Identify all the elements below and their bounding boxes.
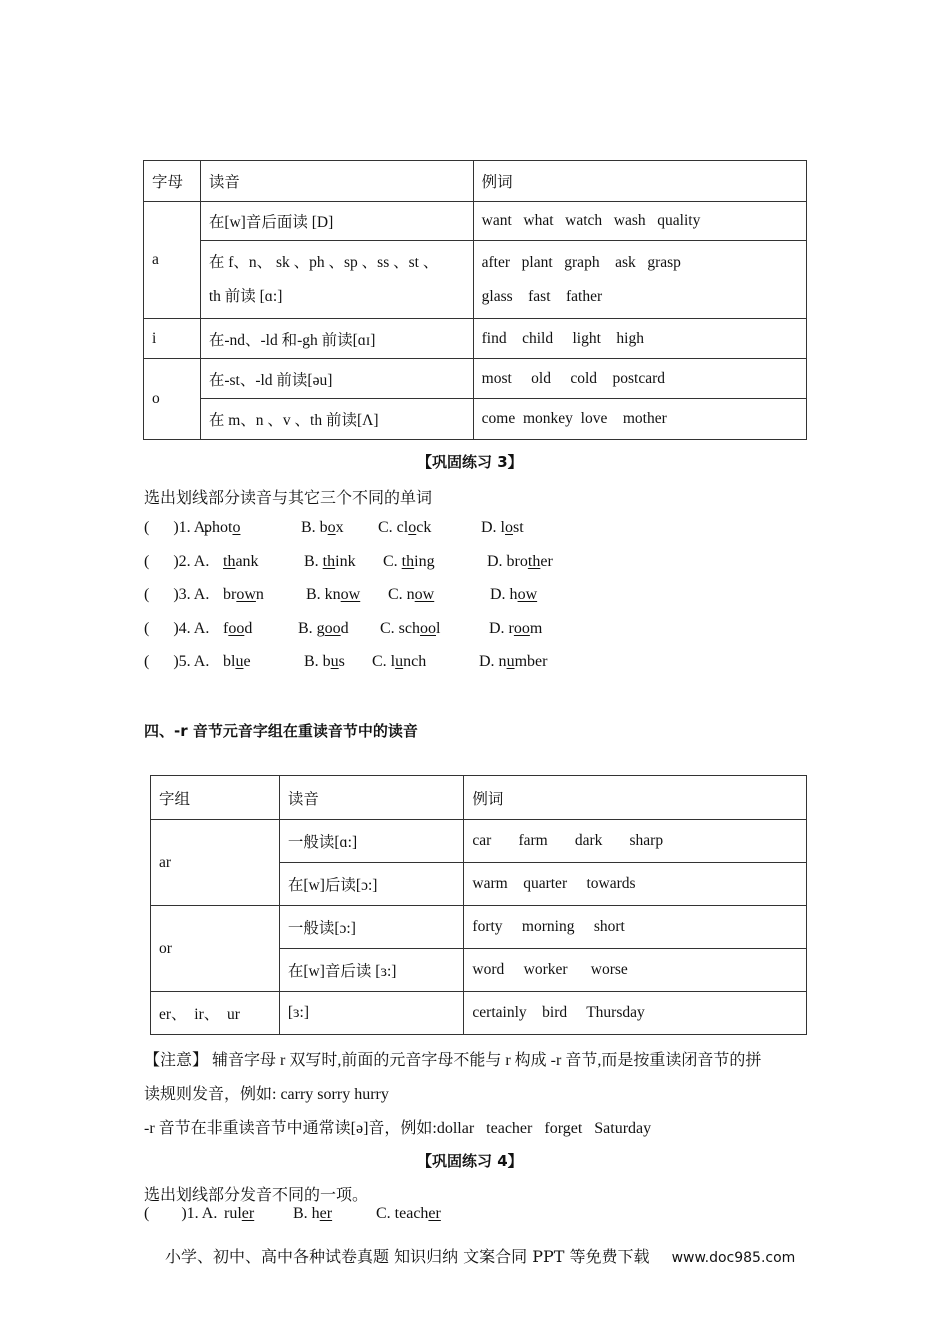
option-d (479, 653, 547, 671)
option-prefix: phot (204, 519, 233, 536)
examples-cell: warm quarter towards (464, 863, 807, 906)
underlined-part: u (330, 653, 339, 670)
underlined-part: er (241, 1205, 255, 1222)
option-d (490, 586, 537, 604)
sound-cell (200, 241, 473, 319)
examples-line: after plant graph ask grasp (481, 253, 681, 271)
sound-line: th 前读 [ɑ:] (208, 287, 283, 305)
underlined-part: o (232, 519, 241, 536)
underlined-part: o (408, 519, 417, 536)
underlined-part: u (235, 653, 244, 670)
option-prefix: f (223, 620, 229, 637)
examples-cell: most old cold postcard (473, 359, 806, 399)
table-header-row (151, 776, 807, 820)
table-row (144, 202, 807, 241)
sound-cell: [ɜ:] (279, 992, 464, 1035)
examples-cell (473, 241, 806, 319)
examples-cell: come monkey love mother (473, 399, 806, 440)
practice4-instruction: 选出划线部分发音不同的一项。 (144, 1187, 369, 1204)
option-suffix: nch (403, 653, 427, 670)
underlined-part: ow (236, 586, 256, 603)
practice3-instruction: 选出划线部分读音与其它三个不同的单词 (144, 490, 433, 507)
note-line3: -r 音节在非重读音节中通常读[ə]音，例如:dollar teacher forget Saturday (144, 1120, 652, 1137)
question-number[interactable]: ( )1. A. (144, 519, 210, 536)
option-suffix: ck (416, 519, 432, 536)
note-line2: 读规则发音，例如: carry sorry hurry (144, 1086, 389, 1103)
option-suffix: e (243, 653, 251, 670)
option-d (481, 519, 524, 537)
option-prefix: B. g (298, 620, 325, 637)
option-b (293, 1205, 332, 1223)
examples-cell: find child light high (473, 319, 806, 359)
option-prefix: rul (224, 1205, 242, 1222)
underlined-part: th (223, 553, 236, 570)
option-b (304, 653, 345, 671)
option-suffix: m (529, 620, 543, 637)
r-syllable-table (150, 775, 807, 1035)
header-cell: 读音 (200, 161, 473, 202)
option-d (489, 620, 542, 638)
underlined-part: oo (513, 620, 530, 637)
table-row (144, 319, 807, 359)
footer (165, 1244, 795, 1267)
examples-line: glass fast father (481, 287, 603, 305)
underlined-part: oo (420, 620, 436, 637)
underlined-part: o (327, 519, 336, 536)
option-a (204, 519, 240, 537)
option-prefix: C. teach (376, 1205, 429, 1222)
option-a (223, 620, 252, 638)
sound-cell: 在-nd、-ld 和-gh 前读[ɑɪ] (200, 319, 473, 359)
option-b (304, 553, 356, 571)
option-prefix: C. l (372, 653, 396, 670)
underlined-part: th (527, 553, 541, 570)
question-number[interactable]: ( )1. A. (144, 1205, 222, 1222)
option-suffix: d (244, 620, 253, 637)
sound-cell: 在[w]音后面读 [D] (200, 202, 473, 241)
letter-sound-table (143, 160, 807, 440)
sound-cell: 在[w]音后读 [ɜ:] (279, 949, 464, 992)
option-c (380, 620, 440, 638)
option-a (223, 586, 264, 604)
letter-cell: i (144, 319, 201, 359)
option-prefix: B. (304, 553, 323, 570)
table-row (151, 820, 807, 863)
table-header-row (144, 161, 807, 202)
section4-title: 四、-r 音节元音字组在重读音节中的读音 (144, 722, 418, 740)
option-prefix: B. h (293, 1205, 320, 1222)
option-a (223, 553, 259, 571)
practice4-title: 【巩固练习 4】 (417, 1152, 523, 1170)
examples-cell: forty morning short (464, 906, 807, 949)
option-suffix: x (335, 519, 344, 536)
underlined-part: er (428, 1205, 441, 1222)
table-row (151, 906, 807, 949)
question-number[interactable]: ( )2. A. (144, 553, 214, 570)
header-cell: 例词 (473, 161, 806, 202)
question-number[interactable]: ( )4. A. (144, 620, 214, 637)
header-cell: 读音 (279, 776, 464, 820)
option-prefix: D. r (489, 620, 514, 637)
question-number[interactable]: ( )5. A. (144, 653, 214, 670)
group-cell: er、 ir、 ur (151, 992, 280, 1035)
option-b (306, 586, 360, 604)
examples-cell: certainly bird Thursday (464, 992, 807, 1035)
option-a (223, 653, 251, 671)
option-c (376, 1205, 441, 1223)
letter-cell: a (144, 202, 201, 319)
note-line1: 【注意】 辅音字母 r 双写时,前面的元音字母不能与 r 构成 -r 音节,而是按重读闭音节的拼 (144, 1052, 762, 1069)
underlined-part: u (506, 653, 515, 670)
sound-cell: 在-st、-ld 前读[əu] (200, 359, 473, 399)
examples-cell: car farm dark sharp (464, 820, 807, 863)
sound-cell: 一般读[ɔ:] (279, 906, 464, 949)
option-b (301, 519, 344, 537)
option-c (372, 653, 426, 671)
option-prefix: B. b (304, 653, 331, 670)
option-suffix: st (513, 519, 524, 536)
option-prefix: br (223, 586, 237, 603)
option-prefix: C. n (388, 586, 415, 603)
group-cell: or (151, 906, 280, 992)
sound-cell: 在 m、n 、v 、th 前读[Λ] (200, 399, 473, 440)
option-suffix: n (255, 586, 264, 603)
option-suffix: ank (235, 553, 259, 570)
underlined-part: u (395, 653, 404, 670)
table-row (151, 992, 807, 1035)
option-prefix: C. (383, 553, 402, 570)
table-row (144, 241, 807, 319)
underlined-part: ow (414, 586, 435, 603)
option-prefix: B. kn (306, 586, 341, 603)
option-prefix: B. b (301, 519, 328, 536)
option-prefix: D. l (481, 519, 505, 536)
sound-cell: 在[w]后读[ɔ:] (279, 863, 464, 906)
option-suffix: d (340, 620, 349, 637)
option-prefix: D. bro (487, 553, 528, 570)
header-cell: 字母 (144, 161, 201, 202)
option-a (224, 1205, 254, 1223)
header-cell: 字组 (151, 776, 280, 820)
underlined-part: oo (324, 620, 341, 637)
table-row (144, 399, 807, 440)
option-suffix: l (436, 620, 441, 637)
underlined-part: er (319, 1205, 333, 1222)
practice3-title: 【巩固练习 3】 (417, 453, 523, 471)
sound-line: 在 f、n、 sk 、ph 、sp 、ss 、st 、 (208, 253, 439, 271)
examples-cell: want what watch wash quality (473, 202, 806, 241)
group-cell: ar (151, 820, 280, 906)
table-row (144, 359, 807, 399)
underlined-part: th (401, 553, 415, 570)
option-c (388, 586, 434, 604)
underlined-part: th (322, 553, 336, 570)
option-suffix: s (338, 653, 345, 670)
option-c (378, 519, 431, 537)
underlined-part: ow (340, 586, 361, 603)
question-number[interactable]: ( )3. A. (144, 586, 214, 603)
sound-cell: 一般读[ɑ:] (279, 820, 464, 863)
underlined-part: o (505, 519, 513, 536)
option-prefix: D. n (479, 653, 507, 670)
underlined-part: ow (517, 586, 538, 603)
option-d (487, 553, 553, 571)
option-c (383, 553, 435, 571)
underlined-part: oo (228, 620, 245, 637)
option-suffix: ing (414, 553, 435, 570)
header-cell: 例词 (464, 776, 807, 820)
option-prefix: C. sch (380, 620, 420, 637)
option-prefix: D. h (490, 586, 518, 603)
letter-cell: o (144, 359, 201, 440)
option-suffix: ink (335, 553, 356, 570)
footer-url[interactable]: www.doc985.com (671, 1250, 796, 1266)
option-suffix: er (540, 553, 553, 570)
option-prefix: bl (223, 653, 236, 670)
option-prefix: C. cl (378, 519, 409, 536)
option-b (298, 620, 349, 638)
footer-text: 小学、初中、高中各种试卷真题 知识归纳 文案合同 PPT 等免费下载 (165, 1247, 650, 1266)
examples-cell: word worker worse (464, 949, 807, 992)
option-suffix: mber (514, 653, 548, 670)
